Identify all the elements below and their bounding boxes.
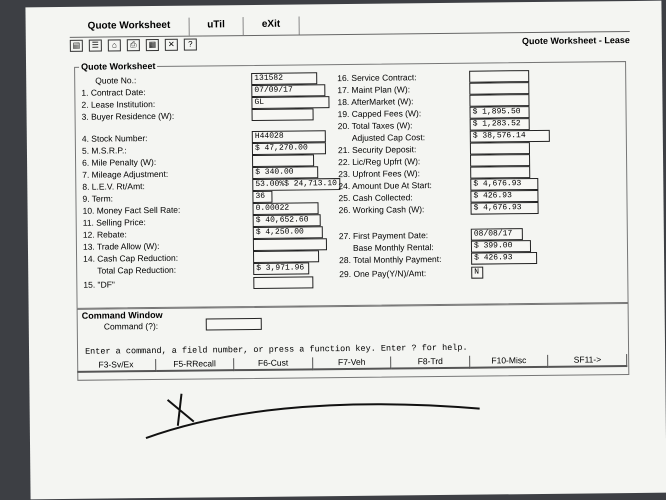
lease-institution-field[interactable]: GL bbox=[251, 96, 329, 109]
field-label: 3. Buyer Residence (W): bbox=[81, 110, 175, 122]
row-buyer-residence bbox=[82, 109, 342, 124]
service-contract-field[interactable] bbox=[469, 70, 529, 83]
help-text: Enter a command, a field number, or press a function key. Enter ? for help. bbox=[84, 342, 468, 357]
row-df bbox=[83, 277, 343, 292]
field-label: Base Monthly Rental: bbox=[352, 242, 434, 253]
adjusted-cap-cost-field[interactable]: $ 38,576.14 bbox=[470, 130, 550, 143]
close-icon[interactable]: ✕ bbox=[165, 39, 178, 51]
row-working-cash bbox=[339, 202, 619, 217]
selling-price-field[interactable]: $ 40,652.60 bbox=[253, 214, 321, 227]
trade-allow-field[interactable] bbox=[253, 238, 327, 251]
field-label: 13. Trade Allow (W): bbox=[82, 240, 160, 252]
field-label: 16. Service Contract: bbox=[337, 72, 417, 84]
amount-due-field[interactable]: $ 4,676.93 bbox=[470, 178, 538, 191]
field-label: 15. "DF" bbox=[83, 279, 115, 290]
help-icon[interactable]: ? bbox=[184, 39, 197, 51]
handwritten-signature bbox=[139, 372, 500, 446]
menu-util[interactable]: uTil bbox=[189, 17, 244, 36]
rebate-field[interactable]: $ 4,250.00 bbox=[253, 226, 323, 239]
term-field[interactable]: 36 bbox=[252, 191, 272, 203]
field-label: 12. Rebate: bbox=[82, 229, 127, 240]
df-field[interactable] bbox=[253, 276, 313, 289]
field-label: 8. L.E.V. Rt/Amt: bbox=[82, 181, 145, 192]
upfront-fees-field[interactable] bbox=[470, 166, 530, 179]
field-label: 21. Security Deposit: bbox=[337, 144, 417, 156]
field-label: 17. Maint Plan (W): bbox=[337, 84, 411, 96]
fkey-f5[interactable]: F5-RRecall bbox=[156, 358, 235, 372]
field-label: 4. Stock Number: bbox=[81, 133, 148, 144]
field-label: 14. Cash Cap Reduction: bbox=[83, 252, 179, 264]
field-label: Total Cap Reduction: bbox=[97, 264, 177, 276]
fkey-f6[interactable]: F6-Cust bbox=[234, 357, 313, 371]
folder-icon[interactable]: ⌂ bbox=[108, 39, 121, 51]
lev-field[interactable]: 53.00%$ 24,713.10 bbox=[252, 178, 340, 191]
mileage-adjustment-field[interactable]: $ 340.00 bbox=[252, 166, 318, 179]
field-label: 7. Mileage Adjustment: bbox=[82, 168, 169, 180]
field-label: 26. Working Cash (W): bbox=[338, 204, 425, 216]
msrp-field[interactable]: $ 47,270.00 bbox=[252, 142, 326, 155]
security-deposit-field[interactable] bbox=[470, 142, 530, 155]
fkey-f8[interactable]: F8-Trd bbox=[391, 356, 470, 370]
worksheet-legend: Quote Worksheet bbox=[81, 60, 156, 72]
print-icon[interactable]: ⎙ bbox=[127, 39, 140, 51]
field-label: 10. Money Fact Sell Rate: bbox=[82, 204, 181, 216]
cash-collected-field[interactable]: $ 426.93 bbox=[470, 190, 538, 203]
fkey-f7[interactable]: F7-Veh bbox=[313, 357, 392, 371]
aftermarket-field[interactable] bbox=[469, 94, 529, 107]
field-label: 2. Lease Institution: bbox=[81, 98, 156, 110]
field-label: 23. Upfront Fees (W): bbox=[338, 168, 420, 180]
field-label: 1. Contract Date: bbox=[81, 87, 146, 98]
command-input[interactable] bbox=[206, 318, 262, 331]
contract-date-field[interactable]: 07/09/17 bbox=[251, 84, 325, 97]
capped-fees-field[interactable]: $ 1,895.50 bbox=[470, 106, 530, 119]
field-label: 27. First Payment Date: bbox=[338, 230, 429, 242]
buyer-residence-field[interactable] bbox=[252, 108, 314, 121]
working-cash-field[interactable]: $ 4,676.93 bbox=[471, 202, 539, 215]
mile-penalty-field[interactable] bbox=[252, 154, 314, 167]
field-label: 28. Total Monthly Payment: bbox=[339, 254, 442, 266]
list-icon[interactable]: ☰ bbox=[89, 40, 102, 52]
stock-number-field[interactable]: H44028 bbox=[252, 130, 326, 143]
field-label: 24. Amount Due At Start: bbox=[338, 180, 432, 192]
field-label: 5. M.S.R.P.: bbox=[81, 145, 127, 156]
field-label: 11. Selling Price: bbox=[82, 217, 146, 228]
fkey-sf11[interactable]: SF11-> bbox=[549, 354, 628, 368]
lic-reg-field[interactable] bbox=[470, 154, 530, 167]
row-total-monthly-payment bbox=[339, 252, 619, 267]
paper-sheet bbox=[25, 1, 666, 500]
maint-plan-field[interactable] bbox=[469, 82, 529, 95]
total-cap-reduction-field[interactable]: $ 3,971.96 bbox=[253, 262, 309, 275]
field-label: 9. Term: bbox=[82, 193, 114, 204]
command-label: Command (?): bbox=[103, 320, 159, 332]
first-payment-date-field[interactable]: 08/08/17 bbox=[471, 228, 523, 241]
one-pay-field[interactable]: N bbox=[471, 267, 483, 279]
quote-no-field[interactable]: 131582 bbox=[251, 72, 317, 85]
save-icon[interactable]: ▤ bbox=[70, 40, 83, 52]
row-one-pay bbox=[339, 266, 619, 281]
total-taxes-field[interactable]: $ 1,283.52 bbox=[470, 118, 530, 131]
field-label: Adjusted Cap Cost: bbox=[351, 132, 426, 143]
fkey-f3[interactable]: F3-Sv/Ex bbox=[77, 359, 156, 373]
field-label: 29. One Pay(Y/N)/Amt: bbox=[339, 268, 427, 280]
field-label: 25. Cash Collected: bbox=[338, 192, 413, 204]
quote-worksheet-panel bbox=[74, 61, 629, 309]
field-label: 22. Lic/Reg Upfrt (W): bbox=[338, 156, 421, 168]
total-monthly-payment-field[interactable]: $ 426.93 bbox=[471, 252, 537, 265]
grid-icon[interactable]: ▦ bbox=[146, 39, 159, 51]
field-label: 20. Total Taxes (W): bbox=[337, 120, 413, 132]
field-label: 18. AfterMarket (W): bbox=[337, 96, 414, 108]
field-label: 19. Capped Fees (W): bbox=[337, 108, 422, 120]
menu-quote-worksheet[interactable]: Quote Worksheet bbox=[70, 18, 190, 37]
cash-cap-reduction-field[interactable] bbox=[253, 250, 319, 263]
fkey-f10[interactable]: F10-Misc bbox=[470, 355, 549, 369]
money-factor-field[interactable]: 0.00022 bbox=[253, 202, 319, 215]
menu-exit[interactable]: eXit bbox=[244, 16, 300, 35]
field-label: Quote No.: bbox=[95, 75, 137, 86]
screen-title: Quote Worksheet - Lease bbox=[521, 35, 630, 47]
base-monthly-rental-field[interactable]: $ 399.00 bbox=[471, 240, 531, 253]
command-legend: Command Window bbox=[81, 309, 163, 321]
field-label: 6. Mile Penalty (W): bbox=[82, 156, 157, 168]
